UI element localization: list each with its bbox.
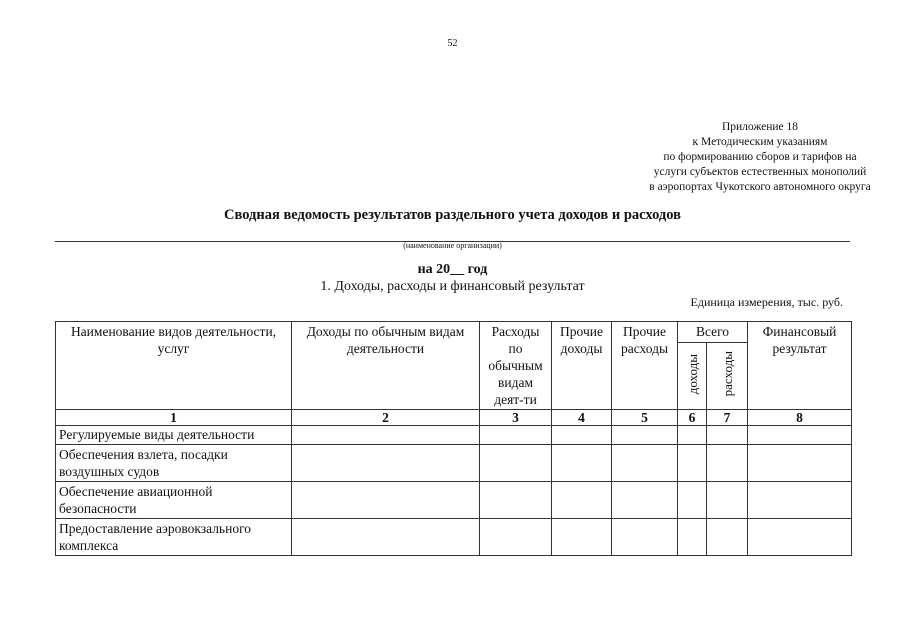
column-number: 8	[748, 410, 852, 426]
table-cell	[678, 519, 707, 556]
header-total-group: Всего	[678, 322, 748, 343]
table-row	[56, 426, 852, 445]
table-cell	[612, 426, 678, 445]
table-cell	[552, 482, 612, 519]
column-number: 5	[612, 410, 678, 426]
header-ordinary-income: Доходы по обычным видам деятельности	[292, 322, 480, 410]
row-label: Предоставление аэровокзального комплекса	[56, 519, 292, 556]
header-total-income	[678, 343, 707, 410]
column-number: 7	[707, 410, 748, 426]
table-cell	[480, 519, 552, 556]
table-row	[56, 482, 852, 519]
table-cell	[707, 519, 748, 556]
header-total-expenses-label: расходы	[719, 351, 735, 397]
appendix-line: Приложение 18	[721, 121, 799, 133]
section-title: 1. Доходы, расходы и финансовый результат	[320, 279, 585, 294]
header-total-income-label: доходы	[684, 353, 700, 395]
page-number: 52	[447, 38, 458, 49]
row-label: Регулируемые виды деятельности	[56, 426, 292, 445]
appendix-line: в аэропортах Чукотского автономного округа	[649, 181, 871, 193]
header-total-expenses	[707, 343, 748, 410]
table-cell	[480, 482, 552, 519]
table-cell	[748, 426, 852, 445]
column-number-row	[56, 410, 852, 426]
table-cell	[292, 482, 480, 519]
table-cell	[707, 482, 748, 519]
table-cell	[678, 445, 707, 482]
table-cell	[748, 482, 852, 519]
table-row	[56, 519, 852, 556]
column-number: 4	[552, 410, 612, 426]
results-table	[55, 321, 852, 556]
table-cell	[748, 445, 852, 482]
table-cell	[292, 519, 480, 556]
table-cell	[552, 519, 612, 556]
table-cell	[678, 426, 707, 445]
column-number: 6	[678, 410, 707, 426]
table-cell	[612, 519, 678, 556]
row-label: Обеспечение авиационной безопасности	[56, 482, 292, 519]
column-number: 3	[480, 410, 552, 426]
document-title: Сводная ведомость результатов раздельного учета доходов и расходов	[224, 207, 681, 223]
organization-caption: (наименование организации)	[403, 241, 502, 250]
table-cell	[292, 445, 480, 482]
header-other-expenses: Прочие расходы	[612, 322, 678, 410]
table-cell	[480, 445, 552, 482]
column-number: 2	[292, 410, 480, 426]
header-other-income: Прочие доходы	[552, 322, 612, 410]
table-cell	[552, 445, 612, 482]
table-cell	[552, 426, 612, 445]
table-cell	[480, 426, 552, 445]
column-number: 1	[56, 410, 292, 426]
table-cell	[748, 519, 852, 556]
row-label: Обеспечения взлета, посадки воздушных судов	[56, 445, 292, 482]
appendix-line: к Методическим указаниям	[692, 136, 828, 148]
unit-of-measure: Единица измерения, тыс. руб.	[690, 295, 843, 309]
table-cell	[707, 426, 748, 445]
header-financial-result: Финансовый результат	[748, 322, 852, 410]
appendix-line: услуги субъектов естественных монополий	[653, 166, 867, 178]
table-cell	[678, 482, 707, 519]
appendix-block	[560, 120, 905, 195]
header-activity: Наименование видов деятельности, услуг	[56, 322, 292, 410]
table-cell	[707, 445, 748, 482]
appendix-line: по формированию сборов и тарифов на	[663, 151, 857, 163]
header-ordinary-expenses: Расходы по обычным видам деят-ти	[480, 322, 552, 410]
year-line: на 20__ год	[417, 262, 488, 277]
table-cell	[292, 426, 480, 445]
table-row	[56, 445, 852, 482]
table-cell	[612, 445, 678, 482]
table-cell	[612, 482, 678, 519]
